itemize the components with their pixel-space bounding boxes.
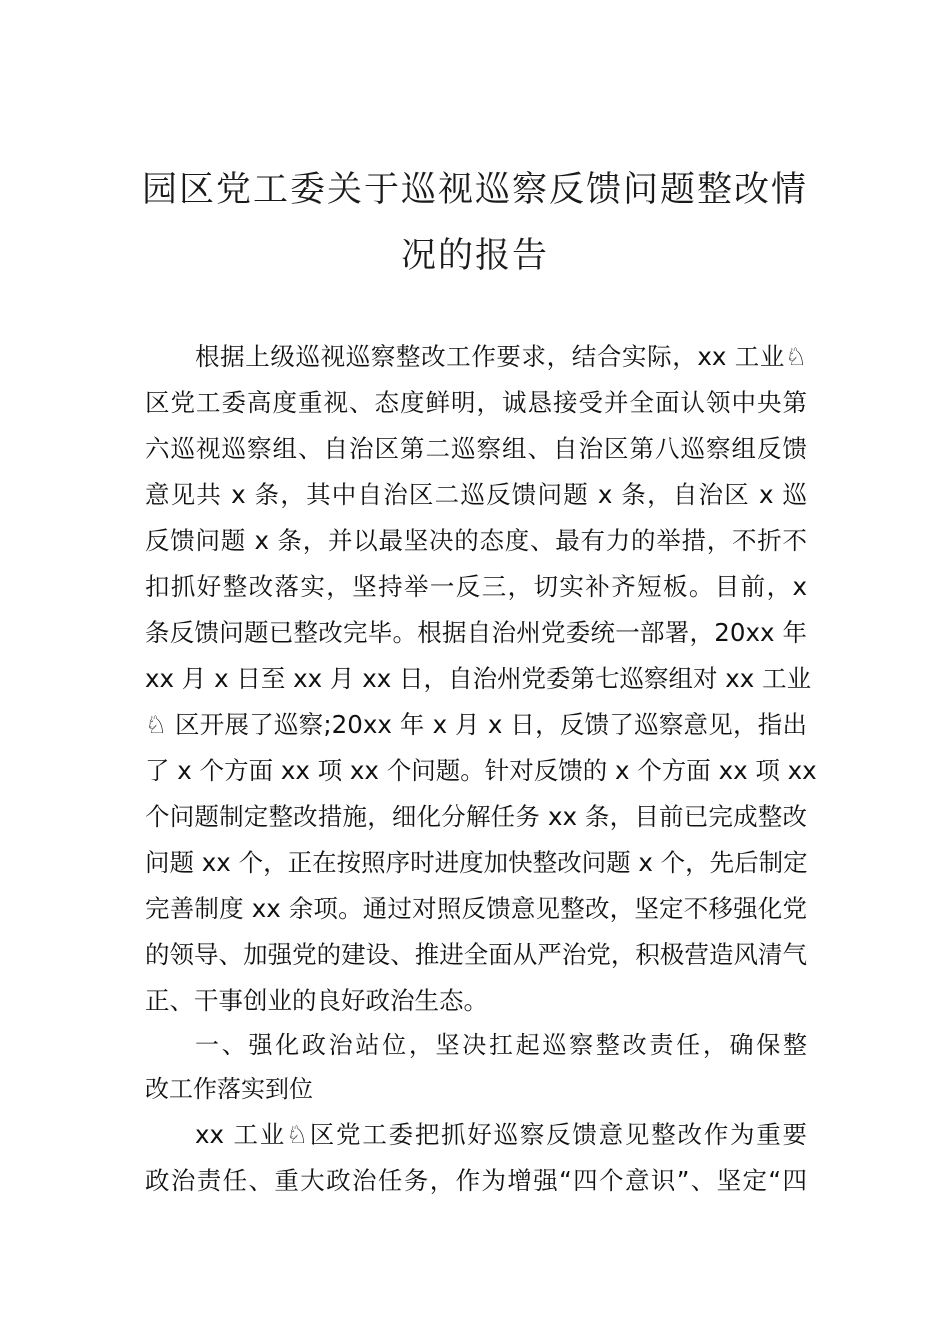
paragraph-1-line: 区党工委高度重视、态度鲜明，诚恳接受并全面认领中央第 <box>145 388 807 417</box>
paragraph-1-line: xx 月 x 日至 xx 月 xx 日，自治州党委第七巡察组对 xx 工业 <box>145 664 812 693</box>
paragraph-1-line: 了 x 个方面 xx 项 xx 个问题。针对反馈的 x 个方面 xx 项 xx <box>145 756 817 785</box>
report-title-line-2: 况的报告 <box>400 236 549 276</box>
paragraph-1-line: 完善制度 xx 余项。通过对照反馈意见整改，坚定不移强化党 <box>145 894 807 923</box>
paragraph-1-line: 正、干事创业的良好政治生态。 <box>145 986 488 1015</box>
paragraph-1-line: ♘ 区开展了巡察;20xx 年 x 月 x 日，反馈了巡察意见，指出 <box>145 710 807 739</box>
paragraph-1-line: 根据上级巡视巡察整改工作要求，结合实际，xx 工业♘ <box>195 342 807 371</box>
paragraph-1-line: 扣抓好整改落实，坚持举一反三，切实补齐短板。目前，x <box>145 572 807 601</box>
paragraph-1-line: 问题 xx 个，正在按照序时进度加快整改问题 x 个，先后制定 <box>145 848 808 877</box>
paragraph-1-line: 的领导、加强党的建设、推进全面从严治党，积极营造风清气 <box>145 940 807 969</box>
paragraph-1-line: 条反馈问题已整改完毕。根据自治州党委统一部署，20xx 年 <box>145 618 807 647</box>
paragraph-1-line: 意见共 x 条，其中自治区二巡反馈问题 x 条，自治区 x 巡 <box>145 480 807 509</box>
paragraph-1-line: 反馈问题 x 条，并以最坚决的态度、最有力的举措，不折不 <box>145 526 807 555</box>
section-1-heading-line: 改工作落实到位 <box>145 1075 313 1103</box>
paragraph-2-line: 政治责任、重大政治任务，作为增强“四个意识”、坚定“四 <box>145 1166 807 1195</box>
paragraph-1-line: 六巡视巡察组、自治区第二巡察组、自治区第八巡察组反馈 <box>145 434 807 463</box>
paragraph-1-line: 个问题制定整改措施，细化分解任务 xx 条，目前已完成整改 <box>145 802 807 831</box>
paragraph-2-line: xx 工业♘区党工委把抓好巡察反馈意见整改作为重要 <box>195 1120 807 1149</box>
section-1-heading-line: 一、强化政治站位，坚决扛起巡察整改责任，确保整 <box>195 1031 807 1059</box>
report-title-line-1: 园区党工委关于巡视巡察反馈问题整改情 <box>141 170 808 210</box>
